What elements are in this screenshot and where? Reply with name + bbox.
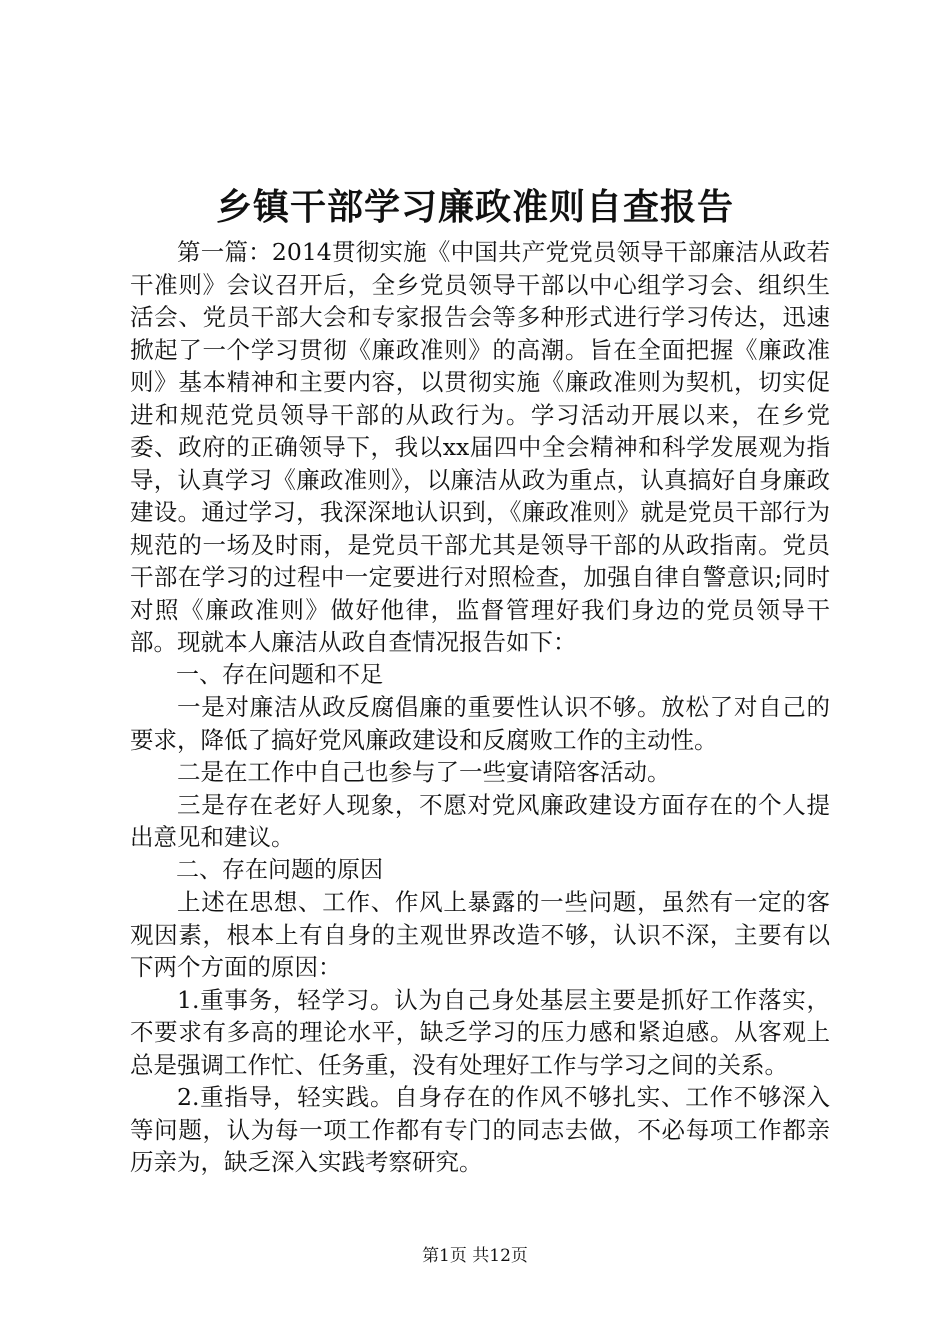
section-heading-problems: 一、存在问题和不足 (176, 661, 383, 688)
page-total: 共12页 (472, 1246, 528, 1266)
paragraph-causes-intro: 上述在思想、工作、作风上暴露的一些问题，虽然有一定的客观因素，根本上有自身的主观世界改造不够，认识不深，主要有以下两个方面的原因： (130, 888, 830, 981)
paragraph-problem-3: 三是存在老好人现象，不愿对党风廉政建设方面存在的个人提出意见和建议。 (130, 790, 830, 851)
paragraph-cause-1: 1.重事务，轻学习。认为自己身处基层主要是抓好工作落实，不要求有多高的理论水平，缺乏学习的压力感和紧迫感。从客观上总是强调工作忙、任务重，没有处理好工作与学习之间的关系。 (130, 985, 830, 1079)
document-body (130, 236, 830, 1179)
paragraph-problem-2: 二是在工作中自己也参与了一些宴请陪客活动。 (177, 758, 671, 786)
page-footer (0, 1244, 950, 1268)
section-heading-causes: 二、存在问题的原因 (176, 856, 383, 883)
document-title: 乡镇干部学习廉政准则自查报告 (215, 186, 734, 228)
page-number: 第1页 (422, 1246, 467, 1266)
paragraph-problem-1: 一是对廉洁从政反腐倡廉的重要性认识不够。放松了对自己的要求，降低了搞好党风廉政建设和反腐败工作的主动性。 (130, 693, 830, 754)
paragraph-cause-2: 2.重指导，轻实践。自身存在的作风不够扎实、工作不够深入等问题，认为每一项工作都有专门的同志去做，不必每项工作都亲历亲为，缺乏深入实践考察研究。 (130, 1083, 830, 1176)
paragraph-intro: 第一篇：2014贯彻实施《中国共产党党员领导干部廉洁从政若干准则》会议召开后，全乡党员领导干部以中心组学习会、组织生活会、党员干部大会和专家报告会等多种形式进行学习传达，迅速掀起了一个学习贯彻《廉政准则》的高潮。旨在全面把握《廉政准则》基本精神和主要内容，以贯彻实施《廉政准则为契机，切实促进和规范党员领导干部的从政行为。学习活动开展以来，在乡党委、政府的正确领导下，我以xx届四中全会精神和科学发展观为指导，认真学习《廉政准则》，以廉洁从政为重点，认真搞好自身廉政建设。通过学习，我深深地认识到，《廉政准则》就是党员干部行为规范的一场及时雨，是党员干部尤其是领导干部的从政指南。党员干部在学习的过程中一定要进行对照检查，加强自律自警意识;同时对照《廉政准则》做好他律，监督管理好我们身边的党员领导干部。现就本人廉洁从政自查情况报告如下： (130, 238, 830, 656)
